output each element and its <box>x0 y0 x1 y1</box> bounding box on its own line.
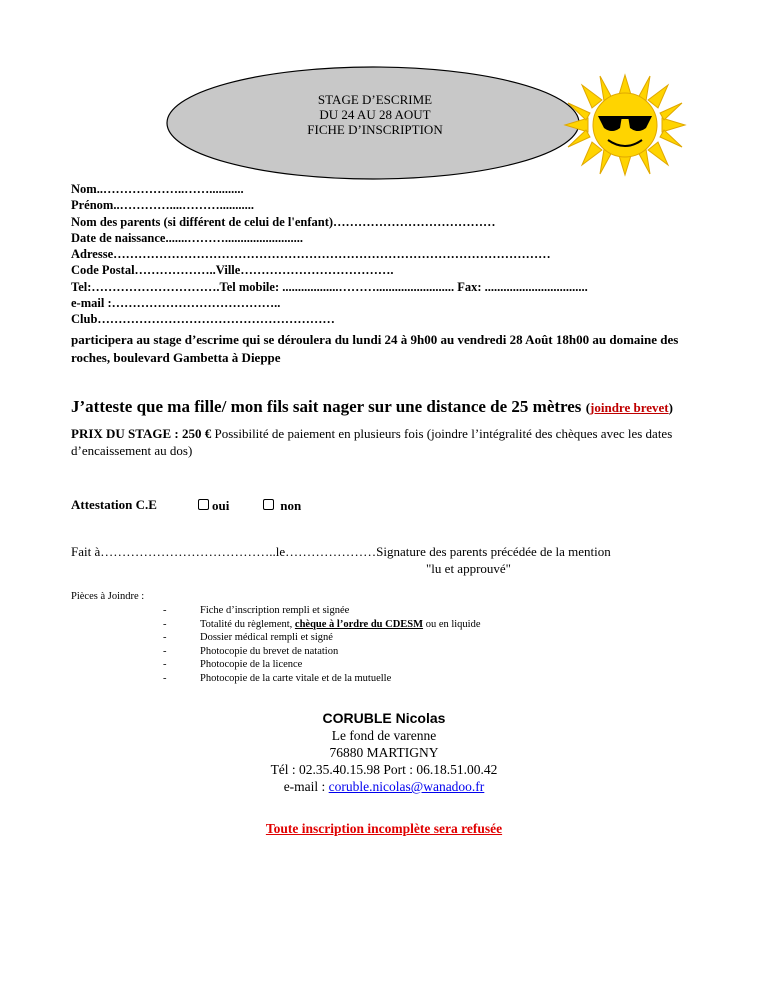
field-parents[interactable]: Nom des parents (si différent de celui de l'enfant)………………………………… <box>71 214 496 229</box>
prix-text: Possibilité de paiement en plusieurs fois (joindre l’intégralité des chèques avec les dates d’encaissement au dos) <box>71 426 673 458</box>
prix-du-stage <box>71 425 731 459</box>
incomplete-warning: Toute inscription incomplète sera refusée <box>265 821 503 836</box>
contact-email-line: e-mail : coruble.nicolas@wanadoo.fr <box>283 779 485 794</box>
pieces-title: Pièces à Joindre : <box>71 591 145 602</box>
contact-email-link[interactable]: coruble.nicolas@wanadoo.fr <box>328 779 485 794</box>
field-prenom[interactable]: Prénom..…………....………........... <box>71 198 254 213</box>
contact-block <box>0 710 768 795</box>
swim-attestation <box>71 397 673 417</box>
checkbox-non[interactable] <box>263 498 301 514</box>
swim-text: J’atteste que ma fille/ mon fils sait nager sur une distance de 25 mètres <box>71 397 586 416</box>
field-nom[interactable]: Nom..………………..……........... <box>71 182 244 196</box>
field-code-postal-ville[interactable]: Code Postal………………..Ville………………………………. <box>71 263 394 278</box>
contact-address-1: Le fond de varenne <box>331 728 437 743</box>
field-club[interactable]: Club………………………………………………… <box>71 312 335 327</box>
attestation-label: Attestation C.E <box>71 497 157 512</box>
contact-name: CORUBLE Nicolas <box>322 710 446 726</box>
field-email[interactable]: e-mail :………………………………….. <box>71 296 281 311</box>
checkbox-square-icon[interactable] <box>198 499 209 510</box>
cheque-ordre: chèque à l’ordre du CDESM <box>294 618 424 630</box>
header-title <box>255 92 495 137</box>
registration-fields <box>71 181 588 328</box>
checkbox-oui-label: oui <box>212 498 230 513</box>
field-adresse[interactable]: Adresse…………………………………………………………………………………………… <box>71 247 551 262</box>
field-tel[interactable]: Tel:………………………….Tel mobile: ..................………......................... Fax: ................................. <box>71 279 588 294</box>
paren-close: ) <box>668 400 673 415</box>
checkbox-oui[interactable] <box>198 498 229 514</box>
signature-mention: "lu et approuvé" <box>426 561 511 576</box>
checkbox-square-icon[interactable] <box>263 499 274 510</box>
header-line-3: FICHE D’INSCRIPTION <box>307 122 443 137</box>
header-line-2: DU 24 AU 28 AOUT <box>319 107 431 122</box>
sun-with-sunglasses-icon <box>560 70 690 180</box>
contact-address-2: 76880 MARTIGNY <box>329 745 439 760</box>
field-date-naissance[interactable]: Date de naissance.......………......................... <box>71 230 303 245</box>
contact-phones: Tél : 02.35.40.15.98 Port : 06.18.51.00.42 <box>270 762 498 777</box>
joindre-brevet-link[interactable]: joindre brevet <box>590 400 669 415</box>
stage-description: participera au stage d’escrime qui se déroulera du lundi 24 à 9h00 au vendredi 28 Août 18h00 au domaine des roches, boulevard Gambetta à Dieppe <box>71 332 679 365</box>
checkbox-non-label: non <box>280 498 302 513</box>
signature-line[interactable]: Fait à…………………………………..le…………………Signature des parents précédée de la mention <box>71 544 611 559</box>
paren-open: ( <box>585 400 591 415</box>
header-line-1: STAGE D’ESCRIME <box>317 92 433 107</box>
prix-label: PRIX DU STAGE : 250 € <box>71 426 212 441</box>
